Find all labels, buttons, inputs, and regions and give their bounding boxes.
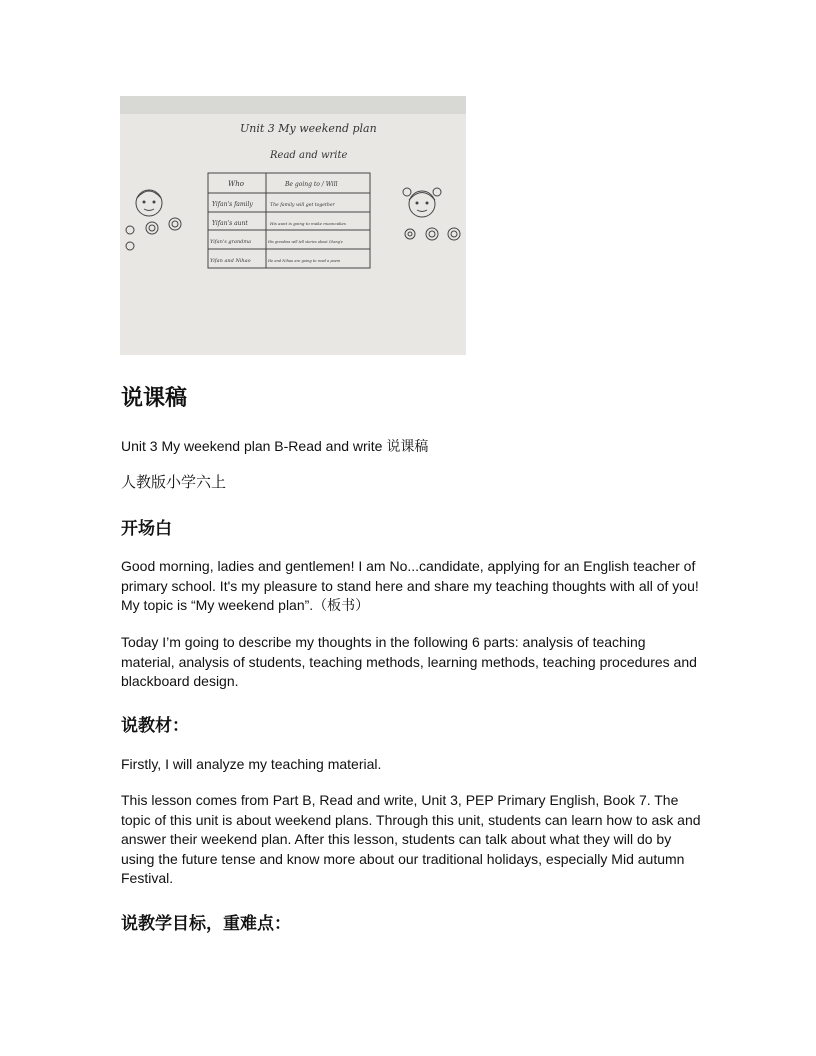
opening-paragraph-2: Today I’m going to describe my thoughts in the following 6 parts: analysis of teaching material, analysis of students, teaching methods, learning methods, teaching procedures and blackboard design.: [121, 634, 697, 690]
photo-table-cell: Yifan's aunt: [212, 220, 248, 227]
photo-title-line1: Unit 3 My weekend plan: [240, 122, 377, 135]
photo-table-cell: His aunt is going to make mooncakes: [270, 221, 346, 226]
photo-title-line2: Read and write: [270, 150, 348, 161]
photo-table-header-plan: Be going to / Will: [285, 181, 338, 188]
blackboard-photo: [120, 96, 466, 355]
edition: 人教版小学六上: [121, 473, 227, 491]
heading-material: 说教材：: [121, 716, 189, 736]
heading-main: 说课稿: [121, 386, 188, 411]
heading-goals: 说教学目标，重难点：: [121, 914, 291, 934]
photo-table-cell: The family will get together: [270, 203, 335, 208]
photo-table-header-who: Who: [228, 180, 244, 188]
photo-table-cell: Yifan's grandma: [210, 239, 252, 245]
heading-opening: 开场白: [121, 519, 172, 539]
photo-table-cell: His grandma will tell stories about Chang'e: [268, 240, 343, 244]
subtitle: Unit 3 My weekend plan B-Read and write 说课稿: [121, 438, 429, 454]
material-paragraph-1: Firstly, I will analyze my teaching material.: [121, 756, 382, 772]
photo-table-cell: Yifan and Nihao: [210, 258, 251, 264]
opening-paragraph-1: Good morning, ladies and gentlemen! I am No...candidate, applying for an English teacher of primary school. It's my pleasure to stand here and share my teaching thoughts with all of you! My topic is “My weekend plan”.（板书）: [121, 558, 699, 614]
material-paragraph-2: This lesson comes from Part B, Read and write, Unit 3, PEP Primary English, Book 7. The topic of this unit is about weekend plans. Through this unit, students can learn how to ask and answer their weekend plan. After this lesson, students can talk about what they will do by using the future tense and know more about our traditional holidays, especially Mid autumn Festival.: [121, 792, 701, 887]
photo-table-cell: Yifan's family: [212, 201, 253, 208]
photo-table-cell: He and Nihao are going to read a poem: [268, 259, 341, 263]
